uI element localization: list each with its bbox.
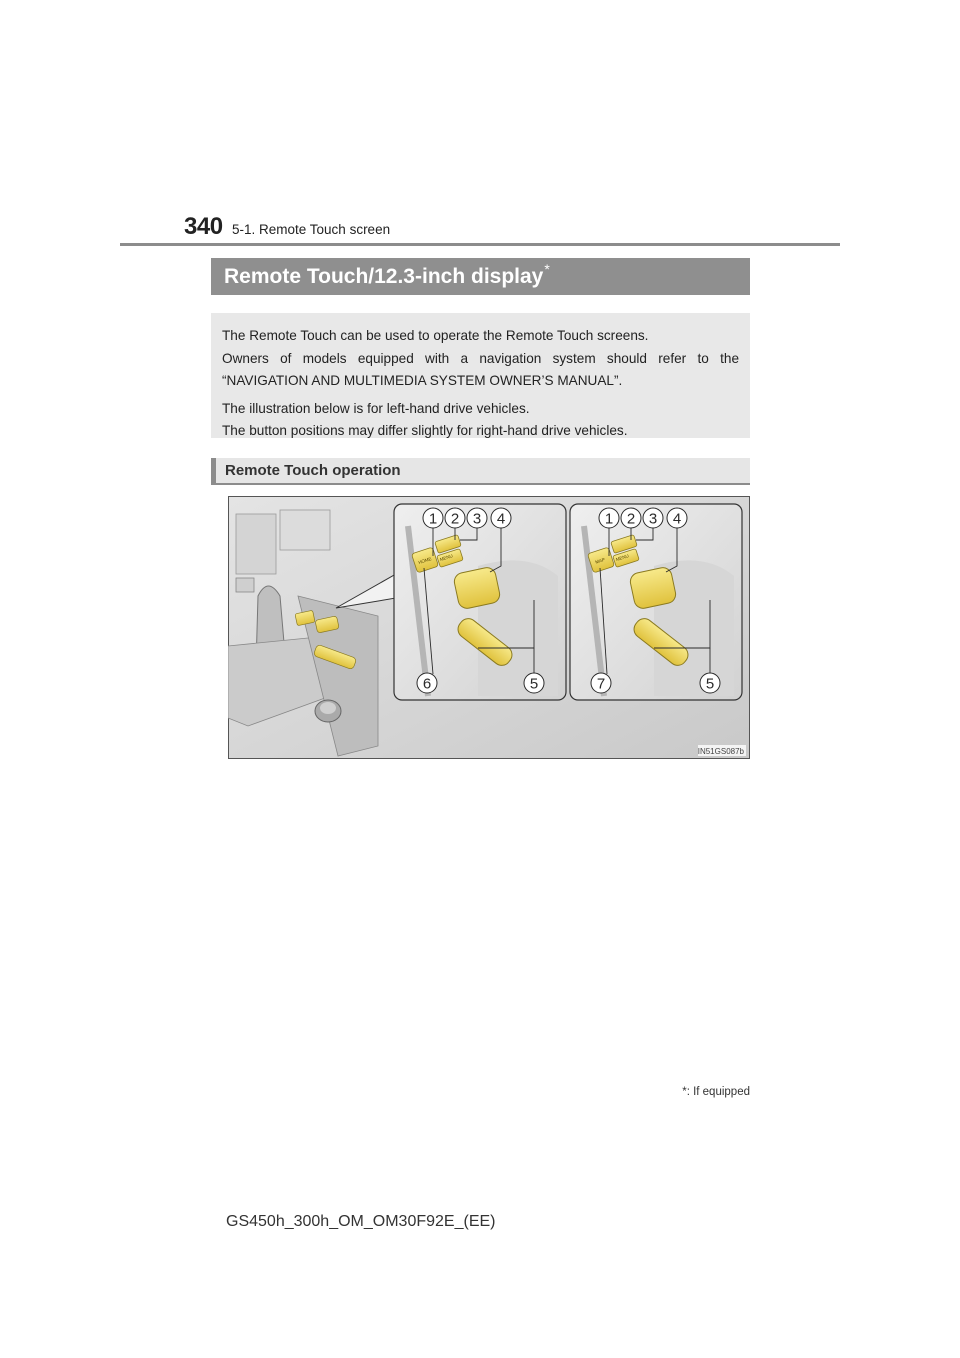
home-label: HOME: [417, 556, 433, 566]
callout-right-3: 3: [648, 510, 658, 528]
callout-right-4: 4: [672, 510, 682, 528]
image-code: IN51GS087b: [697, 747, 744, 756]
menu-label-right: MENU: [615, 553, 630, 563]
remote-touch-illustration: [228, 496, 750, 759]
intro-line-4: The button positions may differ slightly for right-hand drive vehicles.: [222, 423, 628, 438]
callout-right-1: 1: [604, 510, 614, 528]
callout-left-1: 1: [428, 510, 438, 528]
section-label: 5-1. Remote Touch screen: [232, 222, 391, 237]
title-bar: [211, 258, 750, 295]
callout-right-5: 5: [705, 675, 715, 693]
callout-left-2: 2: [450, 510, 460, 528]
footnote: [682, 1086, 750, 1098]
intro-line-3: The illustration below is for left-hand drive vehicles.: [222, 400, 530, 416]
detail-panel-left: [394, 504, 566, 700]
subsection-heading: Remote Touch operation: [211, 458, 750, 485]
footnote-text: : If equipped: [686, 1086, 750, 1098]
intro-line-2: Owners of models equipped with a navigation system should refer to the “NAVIGATION AND MULTIMEDIA SYSTEM OWNER’S MANUAL”.: [222, 350, 739, 388]
menu-label-left: MENU: [439, 553, 454, 563]
if-equipped-mark: *: [544, 260, 550, 277]
callout-left-4: 4: [496, 510, 506, 528]
callout-right-2: 2: [626, 510, 636, 528]
callout-left-3: 3: [472, 510, 482, 528]
callout-left-6: 6: [422, 675, 432, 693]
intro-line-1: The Remote Touch can be used to operate the Remote Touch screens.: [222, 328, 649, 343]
footer-code: GS450h_300h_OM_OM30F92E_(EE): [226, 1213, 496, 1230]
callout-left-5: 5: [529, 675, 539, 693]
page-title: Remote Touch/12.3-inch display: [224, 264, 544, 288]
header-rule: [120, 243, 840, 246]
map-label: MAP: [594, 556, 606, 565]
detail-panel-right: [570, 504, 742, 700]
intro-box: [211, 313, 750, 438]
page-number: 340: [184, 213, 223, 240]
callout-right-7: 7: [596, 675, 606, 693]
footnote-mark: *: [682, 1086, 687, 1098]
